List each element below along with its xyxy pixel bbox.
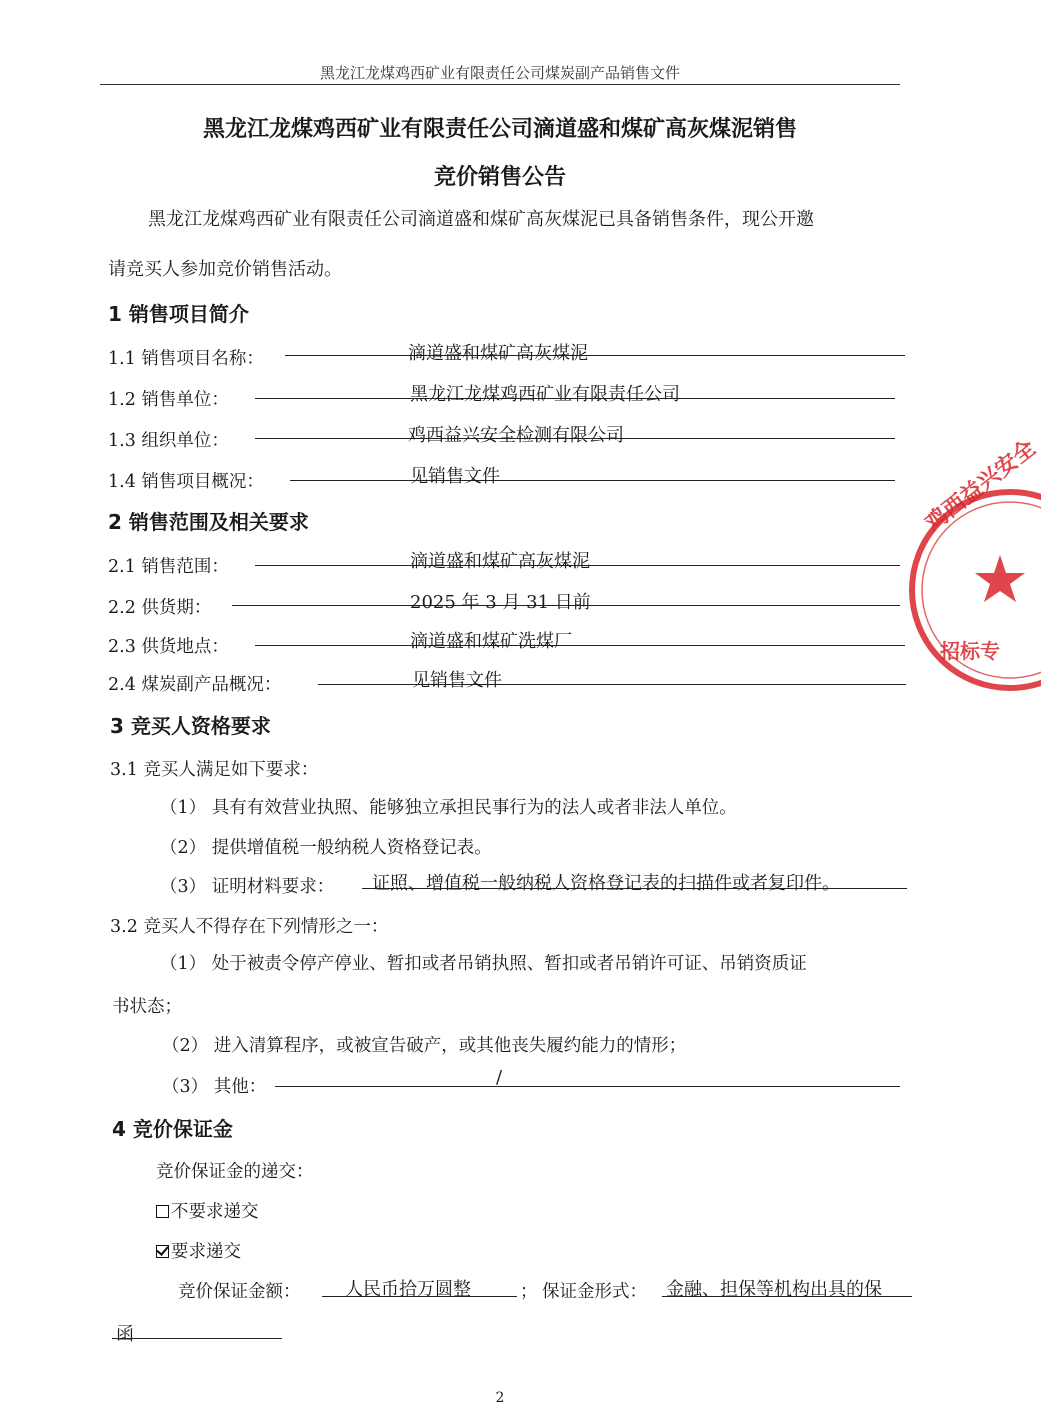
section-3-2-heading: 3.2 竞买人不得存在下列情形之一：	[110, 917, 389, 937]
item-2-2-value: 2025 年 3 月 31 日前	[410, 592, 591, 613]
requirement-1: （1） 具有有效营业执照、能够独立承担民事行为的法人或者非法人单位。	[160, 798, 737, 818]
exclusion-3-underline	[275, 1086, 900, 1087]
item-2-4-underline	[318, 684, 906, 685]
seal-text-bottom: 招标专	[940, 639, 1000, 663]
checked-checkbox-icon[interactable]	[156, 1245, 169, 1258]
intro-line-2: 请竞买人参加竞价销售活动。	[108, 259, 342, 280]
unchecked-checkbox-icon[interactable]	[156, 1205, 169, 1218]
official-seal	[900, 435, 1041, 695]
running-header: 黑龙江龙煤鸡西矿业有限责任公司煤炭副产品销售文件	[319, 64, 680, 82]
item-1-1-underline	[285, 355, 905, 356]
section-3-heading: 3 竞买人资格要求	[110, 714, 271, 738]
item-1-3-value: 鸡西益兴安全检测有限公司	[408, 425, 624, 446]
page-number: 2	[495, 1390, 505, 1406]
item-2-4-label: 2.4 煤炭副产品概况：	[108, 675, 282, 695]
exclusion-3-label: （3） 其他：	[162, 1077, 267, 1097]
exclusion-2: （2） 进入清算程序，或被宣告破产，或其他丧失履约能力的情形；	[162, 1036, 687, 1056]
requirement-3-value: 证照、增值税一般纳税人资格登记表的扫描件或者复印件。	[372, 873, 840, 894]
exclusion-1-line-2: 书状态；	[112, 997, 182, 1017]
option-not-required[interactable]	[156, 1198, 259, 1223]
item-1-3-label: 1.3 组织单位：	[108, 431, 229, 451]
title-line-1: 黑龙江龙煤鸡西矿业有限责任公司滴道盛和煤矿高灰煤泥销售	[202, 117, 797, 142]
deposit-form-underline-2	[112, 1338, 282, 1339]
deposit-form-value-line-1: 金融、担保等机构出具的保	[666, 1279, 882, 1300]
deposit-amount-value: 人民币拾万圆整	[345, 1279, 471, 1300]
requirement-2: （2） 提供增值税一般纳税人资格登记表。	[160, 838, 492, 858]
deposit-submit-label: 竞价保证金的递交：	[156, 1162, 314, 1182]
item-1-2-value: 黑龙江龙煤鸡西矿业有限责任公司	[410, 384, 680, 405]
option-required[interactable]	[156, 1238, 241, 1263]
seal-text-top: 鸡西益兴安全	[921, 435, 1041, 537]
item-1-4-label: 1.4 销售项目概况：	[108, 472, 264, 492]
section-2-heading: 2 销售范围及相关要求	[108, 510, 309, 534]
separator: ；	[520, 1282, 538, 1302]
header-rule	[100, 84, 900, 85]
item-2-1-value: 滴道盛和煤矿高灰煤泥	[410, 551, 590, 572]
item-1-1-value: 滴道盛和煤矿高灰煤泥	[408, 343, 588, 364]
item-2-4-value: 见销售文件	[412, 670, 502, 691]
item-2-3-label: 2.3 供货地点：	[108, 637, 229, 657]
requirement-3-label: （3） 证明材料要求：	[160, 877, 335, 897]
item-1-2-label: 1.2 销售单位：	[108, 390, 229, 410]
option-required-label: 要求递交	[171, 1242, 241, 1262]
section-1-heading: 1 销售项目简介	[108, 302, 249, 326]
exclusion-1-line-1: （1） 处于被责令停产停业、暂扣或者吊销执照、暂扣或者吊销许可证、吊销资质证	[160, 954, 807, 974]
deposit-amount-label: 竞价保证金额：	[178, 1282, 301, 1302]
item-2-2-label: 2.2 供货期：	[108, 598, 212, 618]
item-2-3-underline	[255, 645, 905, 646]
title-line-2: 竞价销售公告	[433, 165, 566, 190]
item-1-4-underline	[290, 480, 895, 481]
section-3-1-heading: 3.1 竞买人满足如下要求：	[110, 760, 319, 780]
item-2-1-label: 2.1 销售范围：	[108, 557, 229, 577]
deposit-form-label: 保证金形式：	[542, 1282, 647, 1302]
item-1-4-value: 见销售文件	[410, 466, 500, 487]
deposit-form-value-line-2: 函	[116, 1324, 134, 1345]
item-2-3-value: 滴道盛和煤矿洗煤厂	[410, 631, 572, 652]
intro-line-1: 黑龙江龙煤鸡西矿业有限责任公司滴道盛和煤矿高灰煤泥已具备销售条件，现公开邀	[148, 209, 814, 230]
option-not-required-label: 不要求递交	[171, 1202, 259, 1222]
item-1-1-label: 1.1 销售项目名称：	[108, 349, 264, 369]
exclusion-3-value: /	[496, 1067, 503, 1088]
section-4-heading: 4 竞价保证金	[112, 1117, 233, 1141]
